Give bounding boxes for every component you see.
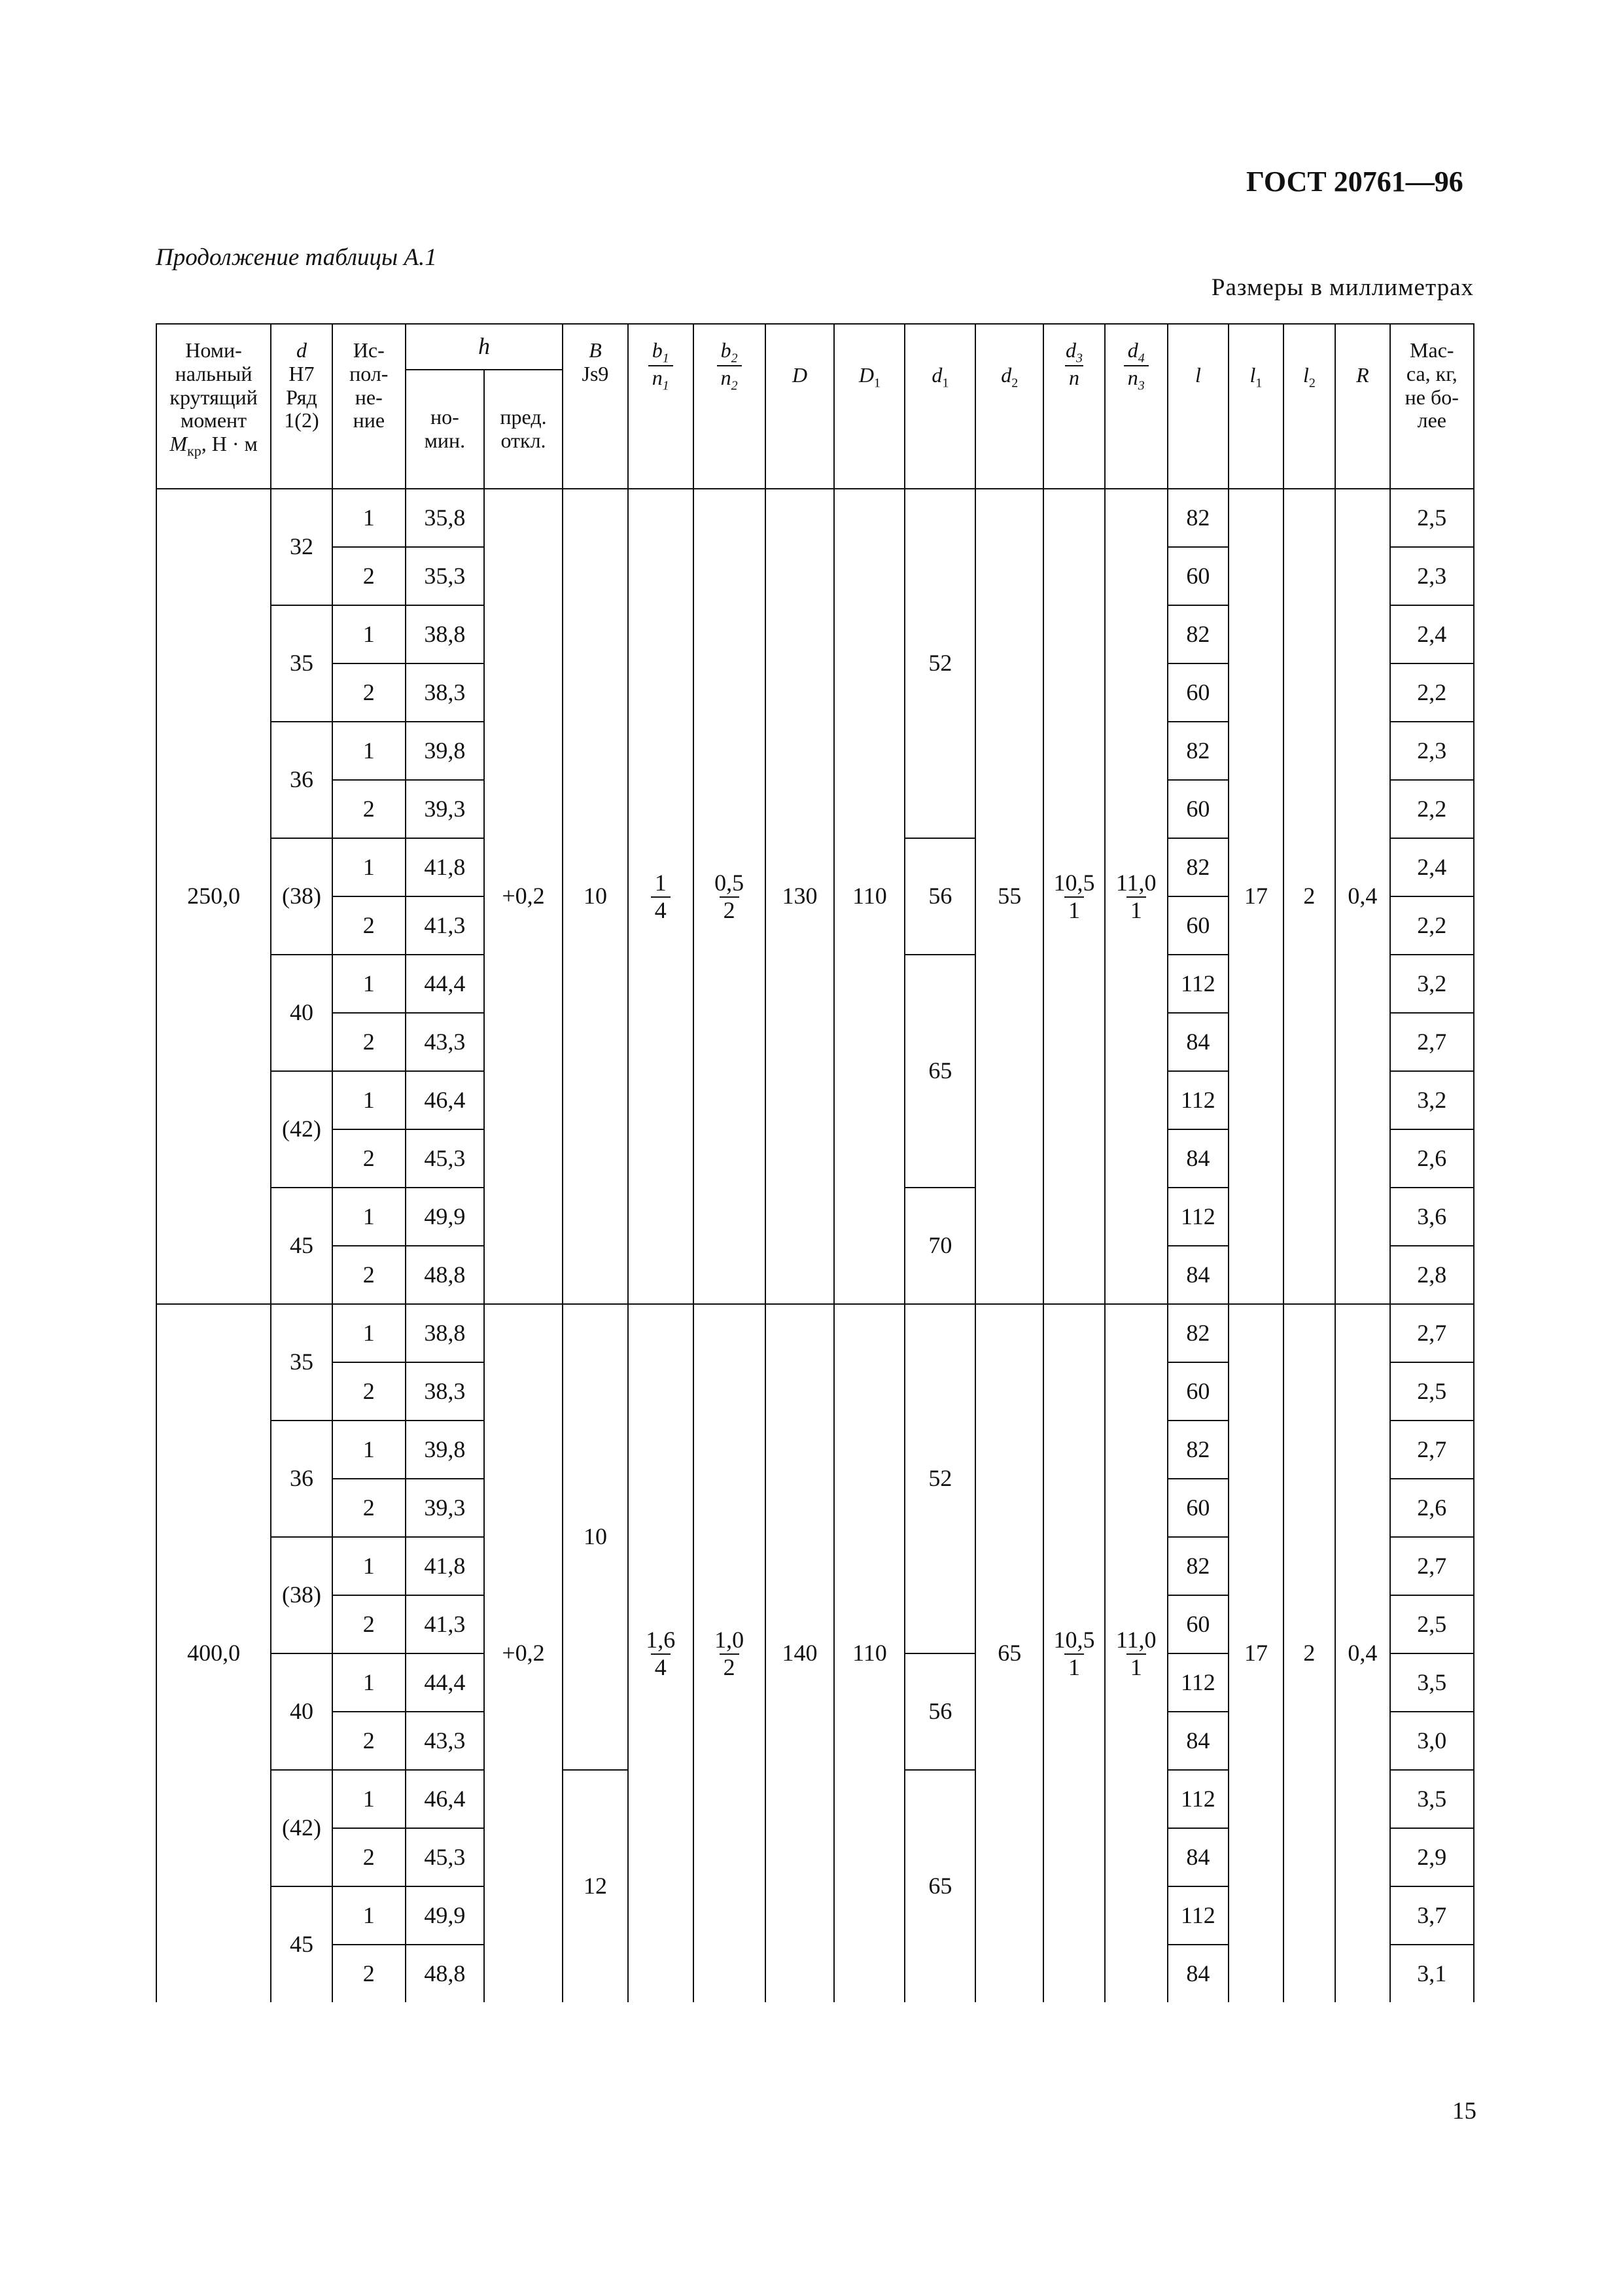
mass-value: 2,5 (1390, 489, 1474, 547)
b1-n1-value (628, 1304, 693, 2002)
h-nominal-value: 41,3 (406, 896, 484, 955)
h-nominal-value: 49,9 (406, 1886, 484, 1945)
d3-n-fraction: $\frac{10,5}{1}$ (1053, 869, 1095, 923)
l-value: 60 (1168, 1362, 1229, 1421)
h-nominal-value: 48,8 (406, 1246, 484, 1304)
l2-value: 2 (1283, 489, 1335, 1304)
torque-value: 400,0 (156, 1304, 271, 2002)
h-nominal-value: 35,8 (406, 489, 484, 547)
version-value: 1 (332, 1304, 406, 1362)
b1-n1-value (628, 489, 693, 1304)
version-value: 2 (332, 1828, 406, 1886)
l-value: 84 (1168, 1828, 1229, 1886)
b2-n2-value (693, 1304, 765, 2002)
h-nominal-value: 38,3 (406, 1362, 484, 1421)
h-deviation-value: +0,2 (484, 1304, 563, 2002)
h-nominal-value: 38,3 (406, 663, 484, 722)
l-value: 112 (1168, 1071, 1229, 1129)
col-header-l2: $l_2$ (1283, 324, 1335, 489)
d4-n3-fraction: $\frac{11,0}{1}$ (1115, 869, 1157, 923)
table-row (156, 1304, 1474, 1362)
h-nominal-value: 41,8 (406, 1537, 484, 1595)
l-value: 82 (1168, 1537, 1229, 1595)
h-nominal-value: 43,3 (406, 1013, 484, 1071)
h-nominal-value: 39,8 (406, 1421, 484, 1479)
col-header-D: D (765, 324, 835, 489)
l-value: 112 (1168, 1770, 1229, 1828)
mass-value: 2,7 (1390, 1537, 1474, 1595)
l-value: 82 (1168, 1421, 1229, 1479)
version-value: 1 (332, 1071, 406, 1129)
dimensions-table (156, 323, 1475, 2002)
diameter-value: 40 (271, 955, 332, 1071)
col-header-d4-n3: $\frac{d_4}{n_3}$ (1105, 324, 1168, 489)
col-header-l: l (1168, 324, 1229, 489)
d1-value: 52 (905, 1304, 975, 1653)
diameter-value: (42) (271, 1770, 332, 1886)
l-value: 84 (1168, 1246, 1229, 1304)
R-value: 0,4 (1335, 1304, 1389, 2002)
l-value: 60 (1168, 663, 1229, 722)
col-header-D1: $D_1$ (834, 324, 905, 489)
col-header-version: Ис- пол- не- ние (332, 324, 406, 489)
d1-value: 65 (905, 1770, 975, 2002)
B-value: 12 (563, 1770, 628, 2002)
D1-value: 110 (834, 1304, 905, 2002)
l-value: 60 (1168, 547, 1229, 605)
b2-n2-value (693, 489, 765, 1304)
mass-value: 2,7 (1390, 1013, 1474, 1071)
l-value: 84 (1168, 1712, 1229, 1770)
l-value: 82 (1168, 489, 1229, 547)
version-value: 2 (332, 896, 406, 955)
l-value: 60 (1168, 1479, 1229, 1537)
b1-n1-fraction: $\frac{1,6}{4}$ (646, 1626, 676, 1680)
mass-value: 2,2 (1390, 896, 1474, 955)
col-header-d1: $d_1$ (905, 324, 975, 489)
version-value: 1 (332, 1770, 406, 1828)
version-value: 2 (332, 1945, 406, 2002)
torque-value: 250,0 (156, 489, 271, 1304)
standard-number: ГОСТ 20761—96 (1246, 166, 1463, 198)
h-nominal-value: 39,8 (406, 722, 484, 780)
R-value: 0,4 (1335, 489, 1389, 1304)
mass-value: 2,9 (1390, 1828, 1474, 1886)
mass-value: 2,2 (1390, 780, 1474, 838)
d3-n-value (1043, 1304, 1105, 2002)
col-header-d3-n: $\frac{d_3}{n}$ (1043, 324, 1105, 489)
h-nominal-value: 46,4 (406, 1071, 484, 1129)
h-nominal-value: 39,3 (406, 780, 484, 838)
D-value: 130 (765, 489, 835, 1304)
mass-value: 2,8 (1390, 1246, 1474, 1304)
d1-value: 70 (905, 1188, 975, 1304)
version-value: 1 (332, 1886, 406, 1945)
diameter-value: (42) (271, 1071, 332, 1188)
version-value: 2 (332, 1712, 406, 1770)
D1-value: 110 (834, 489, 905, 1304)
d2-value: 65 (975, 1304, 1043, 2002)
mass-value: 3,7 (1390, 1886, 1474, 1945)
h-nominal-value: 44,4 (406, 955, 484, 1013)
h-nominal-value: 35,3 (406, 547, 484, 605)
diameter-value: 40 (271, 1653, 332, 1770)
version-value: 2 (332, 663, 406, 722)
col-header-b1-n1: $\frac{b_1}{n_1}$ (628, 324, 693, 489)
d3-n-fraction: $\frac{10,5}{1}$ (1053, 1626, 1095, 1680)
d1-value: 52 (905, 489, 975, 838)
table-continuation-caption: Продолжение таблицы А.1 (156, 244, 437, 271)
mass-value: 3,5 (1390, 1653, 1474, 1712)
page-number: 15 (1452, 2098, 1476, 2125)
mass-value: 2,5 (1390, 1595, 1474, 1653)
h-nominal-value: 39,3 (406, 1479, 484, 1537)
l-value: 60 (1168, 780, 1229, 838)
b1-n1-fraction: $\frac{1}{4}$ (651, 870, 671, 923)
units-note: Размеры в миллиметрах (1211, 274, 1474, 301)
version-value: 1 (332, 722, 406, 780)
l2-value: 2 (1283, 1304, 1335, 2002)
l-value: 84 (1168, 1129, 1229, 1188)
version-value: 1 (332, 1537, 406, 1595)
h-nominal-value: 41,3 (406, 1595, 484, 1653)
diameter-value: 35 (271, 1304, 332, 1421)
version-value: 1 (332, 955, 406, 1013)
col-header-d2: $d_2$ (975, 324, 1043, 489)
version-value: 2 (332, 1013, 406, 1071)
l-value: 60 (1168, 896, 1229, 955)
col-header-torque: Номи- нальный крутящий момент $M_{кр}$, Н · м (156, 324, 271, 489)
diameter-value: 36 (271, 1421, 332, 1537)
col-header-h-nominal: но- мин. (406, 370, 484, 489)
h-nominal-value: 48,8 (406, 1945, 484, 2002)
mass-value: 2,6 (1390, 1479, 1474, 1537)
version-value: 2 (332, 1362, 406, 1421)
mass-value: 2,3 (1390, 547, 1474, 605)
h-nominal-value: 45,3 (406, 1828, 484, 1886)
version-value: 1 (332, 1188, 406, 1246)
mass-value: 2,7 (1390, 1304, 1474, 1362)
diameter-value: (38) (271, 838, 332, 955)
l-value: 82 (1168, 838, 1229, 896)
col-header-mass: Мас- са, кг, не бо- лее (1390, 324, 1474, 489)
d4-n3-value (1105, 1304, 1168, 2002)
version-value: 2 (332, 547, 406, 605)
diameter-value: 35 (271, 605, 332, 722)
col-header-b2-n2: $\frac{b_2}{n_2}$ (693, 324, 765, 489)
diameter-value: 36 (271, 722, 332, 838)
version-value: 1 (332, 1421, 406, 1479)
h-nominal-value: 49,9 (406, 1188, 484, 1246)
table-row (156, 489, 1474, 547)
mass-value: 3,2 (1390, 955, 1474, 1013)
l1-value: 17 (1229, 1304, 1283, 2002)
mass-value: 3,1 (1390, 1945, 1474, 2002)
l-value: 112 (1168, 1653, 1229, 1712)
version-value: 2 (332, 1246, 406, 1304)
l-value: 82 (1168, 605, 1229, 663)
version-value: 2 (332, 780, 406, 838)
diameter-value: 32 (271, 489, 332, 605)
D-value: 140 (765, 1304, 835, 2002)
col-header-d: d H7 Ряд 1(2) (271, 324, 332, 489)
version-value: 2 (332, 1479, 406, 1537)
b2-n2-fraction: $\frac{1,0}{2}$ (714, 1626, 744, 1680)
version-value: 1 (332, 838, 406, 896)
mass-value: 2,5 (1390, 1362, 1474, 1421)
d1-value: 56 (905, 838, 975, 955)
h-nominal-value: 44,4 (406, 1653, 484, 1712)
d2-value: 55 (975, 489, 1043, 1304)
mass-value: 3,5 (1390, 1770, 1474, 1828)
l1-value: 17 (1229, 489, 1283, 1304)
version-value: 1 (332, 605, 406, 663)
version-value: 1 (332, 489, 406, 547)
col-header-h: h (406, 324, 563, 370)
mass-value: 2,4 (1390, 838, 1474, 896)
h-deviation-value: +0,2 (484, 489, 563, 1304)
mass-value: 2,6 (1390, 1129, 1474, 1188)
l-value: 112 (1168, 1886, 1229, 1945)
diameter-value: 45 (271, 1188, 332, 1304)
d4-n3-value (1105, 489, 1168, 1304)
col-header-R: R (1335, 324, 1389, 489)
l-value: 84 (1168, 1013, 1229, 1071)
col-header-h-deviation: пред. откл. (484, 370, 563, 489)
d1-value: 56 (905, 1653, 975, 1770)
b2-n2-fraction: $\frac{0,5}{2}$ (714, 869, 744, 923)
h-nominal-value: 46,4 (406, 1770, 484, 1828)
mass-value: 2,2 (1390, 663, 1474, 722)
diameter-value: 45 (271, 1886, 332, 2002)
l-value: 112 (1168, 955, 1229, 1013)
B-value: 10 (563, 1304, 628, 1770)
h-nominal-value: 41,8 (406, 838, 484, 896)
mass-value: 3,2 (1390, 1071, 1474, 1129)
mass-value: 2,7 (1390, 1421, 1474, 1479)
mass-value: 2,3 (1390, 722, 1474, 780)
l-value: 82 (1168, 722, 1229, 780)
mass-value: 2,4 (1390, 605, 1474, 663)
h-nominal-value: 43,3 (406, 1712, 484, 1770)
B-value: 10 (563, 489, 628, 1304)
l-value: 112 (1168, 1188, 1229, 1246)
mass-value: 3,6 (1390, 1188, 1474, 1246)
d3-n-value (1043, 489, 1105, 1304)
h-nominal-value: 45,3 (406, 1129, 484, 1188)
l-value: 82 (1168, 1304, 1229, 1362)
l-value: 60 (1168, 1595, 1229, 1653)
version-value: 2 (332, 1595, 406, 1653)
h-nominal-value: 38,8 (406, 1304, 484, 1362)
mass-value: 3,0 (1390, 1712, 1474, 1770)
col-header-l1: $l_1$ (1229, 324, 1283, 489)
version-value: 1 (332, 1653, 406, 1712)
version-value: 2 (332, 1129, 406, 1188)
l-value: 84 (1168, 1945, 1229, 2002)
d4-n3-fraction: $\frac{11,0}{1}$ (1115, 1626, 1157, 1680)
d1-value: 65 (905, 955, 975, 1188)
h-nominal-value: 38,8 (406, 605, 484, 663)
col-header-B: B Js9 (563, 324, 628, 489)
diameter-value: (38) (271, 1537, 332, 1653)
